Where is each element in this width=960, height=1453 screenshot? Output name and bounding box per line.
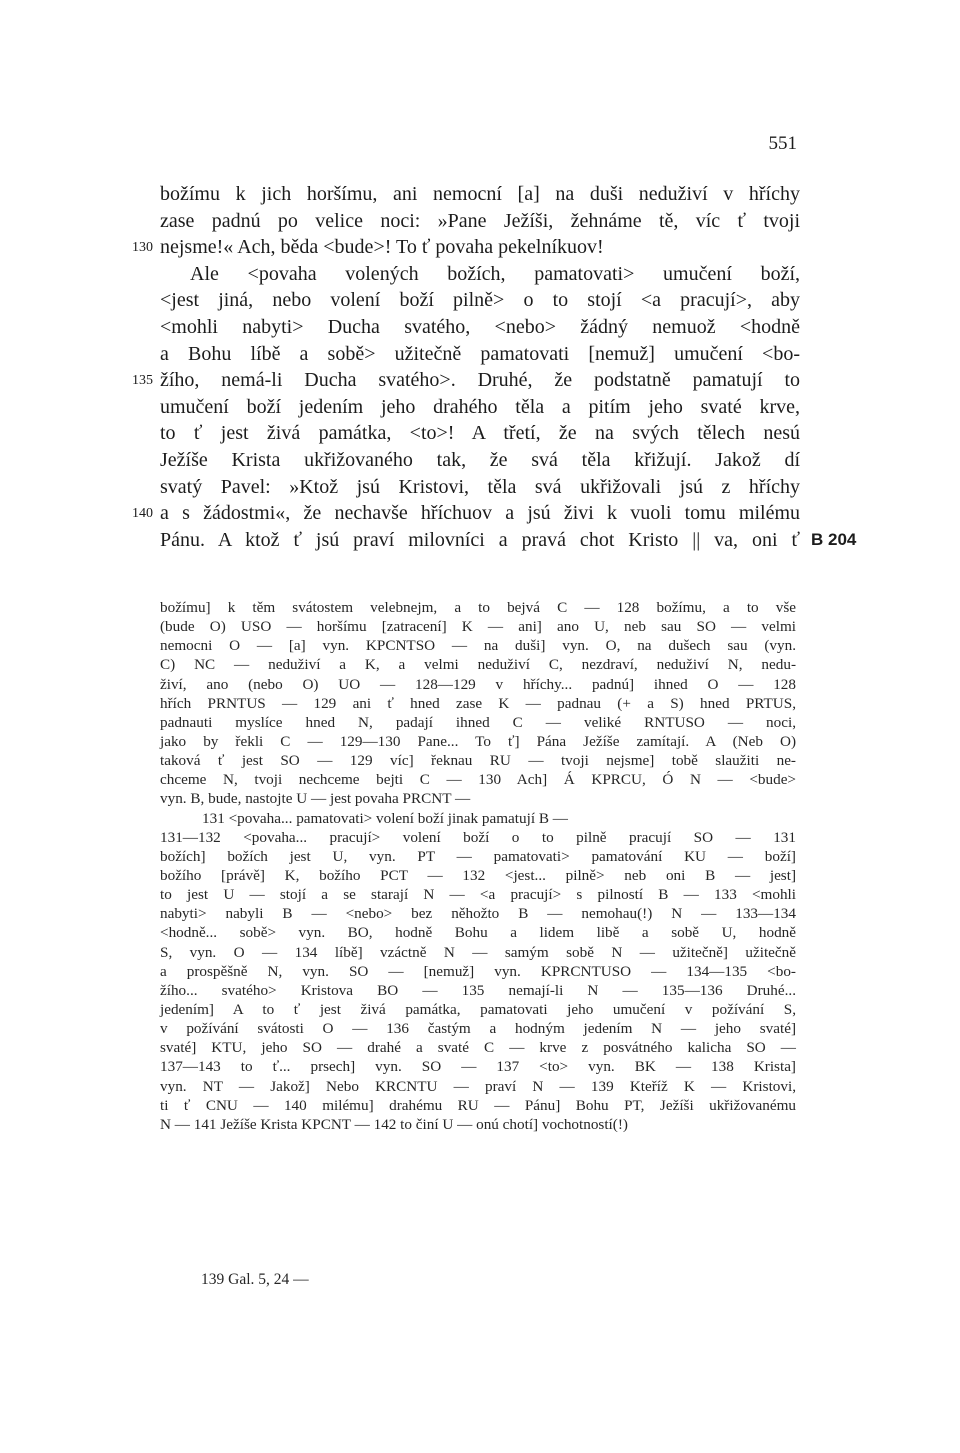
main-text xyxy=(132,181,857,553)
page-number: 551 xyxy=(768,133,797,154)
apparatus-line: 131—132 <povaha... pracují> volení boží o to pilně pracují SO — 131 xyxy=(160,828,796,846)
line-text: božímu k jich horšímu, ani nemocní [a] na duši neduživí v hříchy xyxy=(160,183,800,205)
apparatus-line: padnauti myslíce hned N, padají ihned C — veliké RNTUSO — noci, xyxy=(160,713,796,731)
apparatus-line: vyn. NT — Jakož] Nebo KRCNTU — praví N — 139 Kteříž K — Kristovi, xyxy=(160,1077,796,1095)
text-line xyxy=(160,287,800,314)
apparatus-line: svaté] KTU, jeho SO — drahé a svaté C — krve z posvátného kalicha SO — xyxy=(160,1039,796,1057)
apparatus-line: <hodně... sobě> vyn. BO, hodně Bohu a lidem libě a sobě U, hodně xyxy=(160,924,796,942)
line-text: zase padnú po velice noci: »Pane Ježíši, žehnáme tě, víc ť tvoji xyxy=(160,209,800,232)
apparatus-line: chceme N, tvoji nechceme bejti C — 130 Ach] Á KPRCU, Ó N — <bude> xyxy=(160,771,796,789)
text-line xyxy=(160,208,800,235)
text-line xyxy=(160,474,800,501)
apparatus-line: N — 141 Ježíše Krista KPCNT — 142 to činí U — onú chotí] vochotností(!) xyxy=(160,1115,628,1133)
margin-reference: B 204 xyxy=(811,529,857,549)
text-line xyxy=(160,420,800,447)
apparatus-line: nemocni O — [a] vyn. KPCNTSO — na duši] vyn. O, na dušech sau (vyn. xyxy=(160,637,796,655)
apparatus-line: vyn. B, bude, nastojte U — jest povaha PRCNT — xyxy=(160,790,471,808)
text-line xyxy=(160,447,800,474)
footnote: 139 Gal. 5, 24 — xyxy=(201,1271,309,1288)
text-line xyxy=(160,341,800,368)
text-line xyxy=(160,181,800,208)
apparatus-line: jedením] A to ť jest živá památka, pamatovati jeho umučení v požívání S, xyxy=(160,1000,796,1018)
apparatus-line: žího... svatého> Kristova BO — 135 nemají-li N — 135—136 Druhé... xyxy=(160,981,796,999)
apparatus-line: (bude O) USO — horšímu [zatracení] K — ani] ano U, neb sau SO — velmi xyxy=(160,618,796,636)
line-text: nejsme!« Ach, běda <bude>! To ť povaha pekelníkuov! xyxy=(160,236,604,259)
line-text: <jest jiná, nebo volení boží pilně> o to stojí <a pracují>, aby xyxy=(160,289,800,312)
apparatus-line: to jest U — stojí a se starají N — <a pracují> s pilností B — 133 <mohli xyxy=(160,886,796,904)
text-line xyxy=(160,527,857,554)
text-line xyxy=(132,234,800,261)
line-text: Ježíše Krista ukřižovaného tak, že svá těla křižují. Jakož dí xyxy=(160,448,800,471)
apparatus-line: ti ť CNU — 140 milému] drahému RU — Pánu] Bohu PT, Ježíši ukřižovanému xyxy=(160,1096,796,1114)
text-line xyxy=(160,394,800,421)
line-number: 130 xyxy=(132,240,153,256)
text-line xyxy=(160,314,800,341)
line-text: svatý Pavel: »Ktož jsú Kristovi, těla svá ukřižovali jsú z hříchy xyxy=(160,475,800,498)
apparatus-line: 131 <povaha... pamatovati> volení boží jinak pamatují B — xyxy=(202,809,568,827)
line-number: 140 xyxy=(132,506,153,522)
apparatus-line: 137—143 to ť... prsech] vyn. SO — 137 <to> vyn. BK — 138 Krista] xyxy=(160,1058,796,1076)
apparatus-line: jako by řekli C — 129—130 Pane... To ť] Pána Ježíše zamítají. A (Neb O) xyxy=(160,732,796,750)
line-text: to ť jest živá památka, <to>! A třetí, že na svých tělech nesú xyxy=(160,422,800,445)
apparatus-line: S, vyn. O — 134 líbě] vzáctně N — samým sobě N — užitečně] užitečně xyxy=(160,943,796,961)
apparatus-line: božích] božích jest U, vyn. PT — pamatovati> pamatování KU — boží] xyxy=(160,847,796,865)
apparatus-line: božího [právě] K, božího PCT — 132 <jest... pilně> neb oni B — jest] xyxy=(160,866,796,884)
line-text: a s žádostmi«, že nechavše hříchuov a jsú živi k vuoli tomu milému xyxy=(160,502,800,525)
line-text: Pánu. A ktož ť jsú praví milovníci a pravá chot Kristo || va, oni ť xyxy=(160,528,800,551)
apparatus-line: živí, ano (nebo O) UO — 128—129 v hříchy... padnú] ihned O — 128 xyxy=(160,675,796,693)
apparatus-line: taková ť jest SO — 129 víc] řeknau RU — tvoji nejsme] tobě slaužiti ne- xyxy=(160,752,796,770)
text-line xyxy=(132,500,800,527)
apparatus-line: nabyti> nabyli B — <nebo> bez něhožto B — nemohau(!) N — 133—134 xyxy=(160,905,796,923)
text-line xyxy=(160,261,800,288)
line-text: <mohli nabyti> Ducha svatého, <nebo> žádný nemuož <hodně xyxy=(160,315,800,338)
line-text: umučení boží jedením jeho drahého těla a pitím jeho svaté krve, xyxy=(160,395,800,418)
line-text: Ale <povaha volených božích, pamatovati> umučení boží, xyxy=(190,262,800,285)
apparatus-line: a prospěšně N, vyn. SO — [nemuž] vyn. KPRCNTUSO — 134—135 <bo- xyxy=(160,962,796,980)
line-text: a Bohu líbě a sobě> užitečně pamatovati [nemuž] umučení <bo- xyxy=(160,342,800,365)
apparatus-line: v požívání svátosti O — 136 častým a hodným jedením N — jeho svaté] xyxy=(160,1020,796,1038)
text-line xyxy=(132,367,800,394)
apparatus-line: hřích PRNTUS — 129 ani ť hned zase K — padnau (+ a S) hned PRTUS, xyxy=(160,694,796,712)
apparatus-line: C) NC — neduživí a K, a velmi neduživí C, nezdraví, neduživí N, nedu- xyxy=(160,656,796,674)
critical-apparatus xyxy=(160,598,796,1134)
line-text: žího, nemá-li Ducha svatého>. Druhé, že podstatně pamatují to xyxy=(160,369,800,392)
apparatus-line: božímu] k těm svátostem velebnejm, a to bejvá C — 128 božímu, a to vše xyxy=(160,599,796,616)
line-number: 135 xyxy=(132,373,153,389)
